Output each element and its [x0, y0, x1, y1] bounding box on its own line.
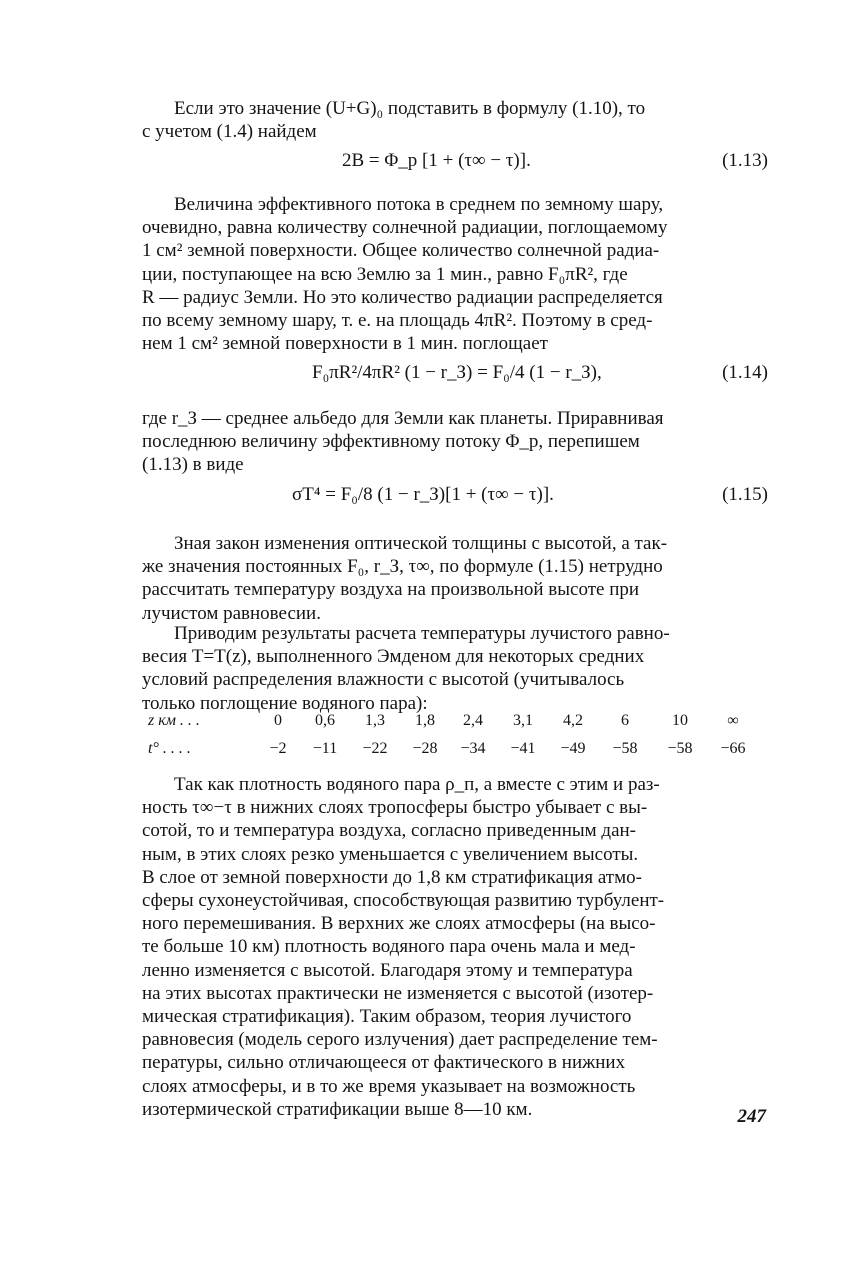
- table-cell: −11: [312, 740, 338, 757]
- text-line: весия T=T(z), выполненного Эмденом для некоторых средних: [142, 646, 645, 668]
- table-cell: −2: [269, 740, 287, 757]
- equation-number: (1.14): [722, 362, 768, 383]
- table-cell: 1,8: [415, 712, 435, 729]
- row-label: t° . . . .: [148, 740, 191, 757]
- text-line: Так как плотность водяного пара ρ_п, а вместе с этим и раз-: [174, 774, 660, 795]
- text-line: на этих высотах практически не изменяется с высотой (изотер-: [142, 982, 654, 1004]
- text-line: изотермической стратификации выше 8—10 км.: [142, 1098, 533, 1120]
- equation-expression: 2B = Φ_p [1 + (τ∞ − τ)].: [342, 150, 531, 171]
- table-cell: 6: [621, 712, 629, 729]
- text-line: нем 1 см² земной поверхности в 1 мин. поглощает: [142, 333, 548, 355]
- text-line: равновесия (модель серого излучения) дает распределение тем-: [142, 1029, 658, 1051]
- table-row-temperature: [148, 740, 768, 762]
- table-row-height: [148, 712, 768, 734]
- text-line: мическая стратификация). Таким образом, теория лучистого: [142, 1006, 632, 1028]
- text-line: ции, поступающее на всю Землю за 1 мин., равно F₀πR², где: [142, 263, 628, 285]
- text-line: ленно изменяется с высотой. Благодаря этому и температура: [142, 959, 633, 981]
- text-line: ным, в этих слоях резко уменьшается с увеличением высоты.: [142, 843, 639, 865]
- table-cell: −28: [412, 740, 438, 757]
- paragraph-4: [142, 532, 768, 625]
- equation-1-15: [142, 484, 768, 514]
- text-line: R — радиус Земли. Но это количество радиации распределяется: [142, 286, 663, 308]
- paragraph-1: [142, 97, 768, 143]
- table-cell: 10: [672, 712, 688, 729]
- equation-expression: σT⁴ = F₀/8 (1 − r_З)[1 + (τ∞ − τ)].: [292, 484, 554, 505]
- text-line: условий распределения влажности с высотой (учитывалось: [142, 669, 625, 691]
- equation-1-13: [142, 150, 768, 180]
- table-cell: 0,6: [315, 712, 335, 729]
- row-label: z км . . .: [148, 712, 200, 729]
- text-line: Зная закон изменения оптической толщины с высотой, а так-: [174, 533, 668, 554]
- text-line: же значения постоянных F₀, r_З, τ∞, по формуле (1.15) нетрудно: [142, 556, 663, 578]
- equation-expression: F₀πR²/4πR² (1 − r_З) = F₀/4 (1 − r_З),: [312, 362, 602, 383]
- text-line: последнюю величину эффективному потоку Φ_p, перепишем: [142, 431, 640, 453]
- table-cell: ∞: [727, 712, 739, 729]
- text-line: очевидно, равна количеству солнечной радиации, поглощаемому: [142, 217, 668, 239]
- text-line: где r_З — среднее альбедо для Земли как планеты. Приравнивая: [142, 408, 664, 429]
- table-cell: −41: [510, 740, 536, 757]
- text-line: Величина эффективного потока в среднем по земному шару,: [174, 194, 664, 215]
- text-line: слоях атмосферы, и в то же время указывает на возможность: [142, 1075, 636, 1097]
- paragraph-3: [142, 407, 768, 477]
- text-line: Если это значение (U+G)₀ подставить в формулу (1.10), то: [174, 98, 646, 119]
- table-cell: 0: [274, 712, 282, 729]
- page-number: 247: [737, 1106, 766, 1127]
- text-line: сотой, то и температура воздуха, согласно приведенным дан-: [142, 820, 636, 842]
- text-line: те больше 10 км) плотность водяного пара очень мала и мед-: [142, 936, 636, 958]
- text-line: с учетом (1.4) найдем: [142, 121, 317, 143]
- text-line: 1 см² земной поверхности. Общее количество солнечной радиа-: [142, 240, 660, 262]
- equation-number: (1.13): [722, 150, 768, 171]
- paragraph-2: [142, 193, 768, 355]
- text-line: ность τ∞−τ в нижних слоях тропосферы быстро убывает с вы-: [142, 797, 648, 819]
- table-cell: −49: [560, 740, 586, 757]
- paragraph-5: [142, 622, 768, 715]
- paragraph-6: [142, 773, 768, 1121]
- text-line: рассчитать температуру воздуха на произвольной высоте при: [142, 579, 640, 601]
- table-cell: −58: [667, 740, 693, 757]
- table-cell: −34: [460, 740, 486, 757]
- table-cell: −22: [362, 740, 388, 757]
- text-line: пературы, сильно отличающееся от фактического в нижних: [142, 1052, 626, 1074]
- text-line: (1.13) в виде: [142, 454, 244, 476]
- text-line: сферы сухонеустойчивая, способствующая развитию турбулент-: [142, 890, 665, 912]
- text-line: только поглощение водяного пара):: [142, 692, 428, 714]
- table-cell: −58: [612, 740, 638, 757]
- table-cell: 3,1: [513, 712, 533, 729]
- equation-1-14: [142, 362, 768, 392]
- table-cell: −66: [720, 740, 746, 757]
- table-cell: 2,4: [463, 712, 483, 729]
- table-cell: 4,2: [563, 712, 583, 729]
- text-line: ного перемешивания. В верхних же слоях атмосферы (на высо-: [142, 913, 656, 935]
- text-line: В слое от земной поверхности до 1,8 км стратификация атмо-: [142, 866, 642, 888]
- table-cell: 1,3: [365, 712, 385, 729]
- text-line: лучистом равновесии.: [142, 602, 321, 624]
- text-line: Приводим результаты расчета температуры лучистого равно-: [174, 623, 670, 644]
- text-line: по всему земному шару, т. е. на площадь 4πR². Поэтому в сред-: [142, 310, 653, 332]
- equation-number: (1.15): [722, 484, 768, 505]
